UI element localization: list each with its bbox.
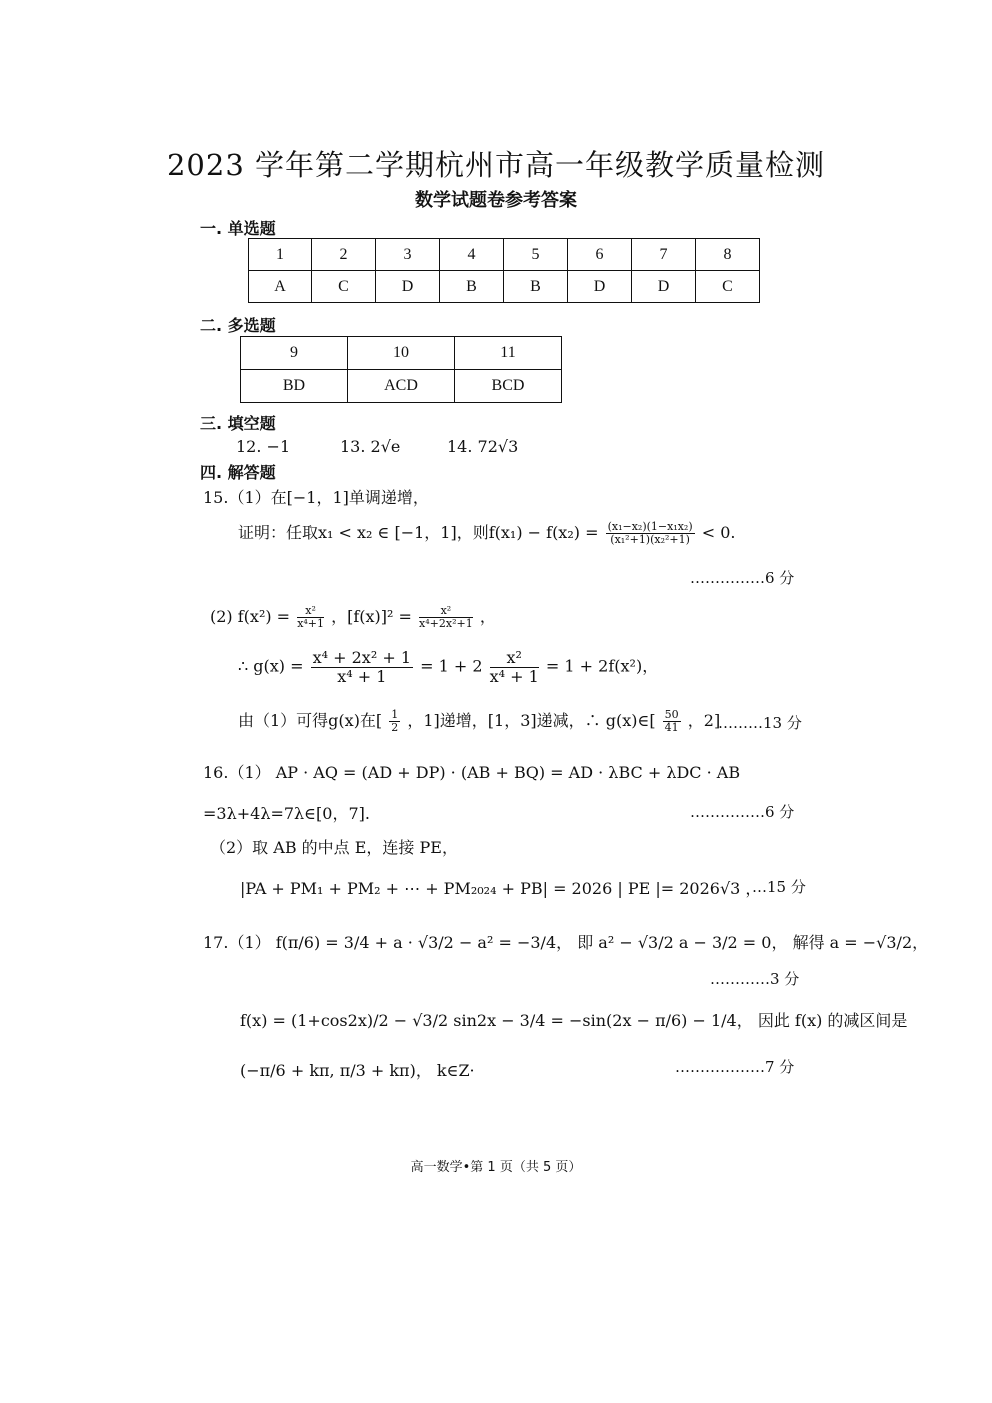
q15-proof-suffix: < 0. xyxy=(701,523,736,542)
q15-g-end: = 1 + 2f(x²)， xyxy=(545,656,659,676)
fraction-numerator: (x₁−x₂)(1−x₁x₂) xyxy=(607,519,693,533)
fraction-denominator: x⁴+2x²+1 xyxy=(419,617,473,630)
q15-proof-prefix: 证明：任取x₁ < x₂ ∈ [−1，1]，则f(x₁) − f(x₂) = xyxy=(238,523,599,542)
section-heading-single-choice: 一. 单选题 xyxy=(200,219,276,238)
fraction-denominator: x⁴ + 1 xyxy=(337,666,387,686)
q17-part1-function: f(x) = (1+cos2x)/2 − √3/2 sin2x − 3/4 = −sin(2x − π/6) − 1/4， 因此 f(x) 的减区间是 xyxy=(240,1011,908,1030)
table-cell: 11 xyxy=(455,337,562,370)
table-cell: ACD xyxy=(348,370,455,403)
q17-points-2: ………………7 分 xyxy=(675,1058,795,1076)
q15-g-prefix: ∴ g(x) = xyxy=(238,656,304,676)
q15-part3-fraction-2 xyxy=(663,709,681,734)
q15-points-1: ……………6 分 xyxy=(690,569,795,587)
table-cell: 9 xyxy=(241,337,348,370)
fraction-denominator: 2 xyxy=(391,721,399,734)
fraction-denominator: (x₁²+1)(x₂²+1) xyxy=(610,533,690,546)
multi-choice-answer-table xyxy=(240,336,562,403)
table-cell: C xyxy=(312,271,376,303)
table-cell: B xyxy=(440,271,504,303)
table-cell: C xyxy=(696,271,760,303)
q15-part2-end: ， xyxy=(479,607,496,626)
q15-part2-prefix: (2) f(x²) = xyxy=(210,607,291,626)
q15-part3 xyxy=(238,708,720,734)
q16-points-1: ……………6 分 xyxy=(690,803,795,821)
q15-points-2: ………13 分 xyxy=(718,714,802,732)
q15-g-formula xyxy=(238,649,658,685)
q15-g-mid: = 1 + 2 xyxy=(420,656,483,676)
q17-part1-interval: (−π/6 + kπ, π/3 + kπ)， k∈Z· xyxy=(240,1061,475,1080)
table-cell: D xyxy=(632,271,696,303)
q16-part1: 16.（1） AP · AQ = (AD + DP) · (AB + BQ) = AD · λBC + λDC · AB xyxy=(203,763,741,782)
q16-points-2: …15 分 xyxy=(752,878,806,896)
q15-part3-prefix: 由（1）可得g(x)在[ xyxy=(238,711,383,730)
section-heading-solutions: 四. 解答题 xyxy=(200,463,276,482)
q17-points-1: …………3 分 xyxy=(710,970,800,988)
single-choice-answer-table xyxy=(248,238,760,303)
table-cell: 1 xyxy=(249,239,312,271)
q16-part2: （2）取 AB 的中点 E，连接 PE， xyxy=(210,838,458,857)
section-heading-fill-blank: 三. 填空题 xyxy=(200,414,276,433)
q16-part1-result: =3λ+4λ=7λ∈[0，7]. xyxy=(203,804,370,823)
q15-part3-fraction-1 xyxy=(389,709,400,734)
table-cell: 7 xyxy=(632,239,696,271)
q15-proof-fraction xyxy=(606,521,695,546)
page-title: 2023 学年第二学期杭州市高一年级教学质量检测 xyxy=(166,148,826,182)
table-cell: 3 xyxy=(376,239,440,271)
table-cell: A xyxy=(249,271,312,303)
table-cell: 6 xyxy=(568,239,632,271)
table-cell: BD xyxy=(241,370,348,403)
fraction-numerator: x⁴ + 2x² + 1 xyxy=(312,648,411,667)
fill-blank-answer-12: 12. −1 xyxy=(236,437,291,456)
q15-part2 xyxy=(210,604,496,630)
fraction-numerator: 50 xyxy=(664,707,679,721)
q17-part1: 17.（1） f(π/6) = 3/4 + a · √3/2 − a² = −3/4， 即 a² − √3/2 a − 3/2 = 0， 解得 a = −√3/2， xyxy=(203,933,929,952)
page-footer: 高一数学•第 1 页（共 5 页） xyxy=(410,1160,582,1175)
q15-part3-mid: ，1]递增，[1，3]递减，∴ g(x)∈[ xyxy=(407,711,656,730)
q15-g-fraction-1 xyxy=(311,649,413,685)
q15-part2-fraction-2 xyxy=(419,605,473,630)
q15-part1: 15.（1）在[−1，1]单调递增， xyxy=(203,488,429,507)
q15-proof xyxy=(238,520,736,546)
table-cell: 4 xyxy=(440,239,504,271)
fraction-numerator: x² xyxy=(297,605,324,618)
table-cell: 5 xyxy=(504,239,568,271)
table-cell: D xyxy=(568,271,632,303)
q16-part2-formula: |PA + PM₁ + PM₂ + ⋯ + PM₂₀₂₄ + PB| = 2026 | PE |= 2026√3 ， xyxy=(240,879,762,898)
fraction-numerator: x² xyxy=(419,605,473,618)
q15-g-fraction-2 xyxy=(490,649,539,685)
fraction-numerator: x² xyxy=(490,649,539,668)
fill-blank-answer-14: 14. 72√3 xyxy=(447,437,519,456)
fraction-denominator: x⁴ + 1 xyxy=(489,666,539,686)
table-cell: D xyxy=(376,271,440,303)
table-cell: 8 xyxy=(696,239,760,271)
q15-part2-mid: ，[f(x)]² = xyxy=(331,607,412,626)
fill-blank-answer-13: 13. 2√e xyxy=(340,437,401,456)
fraction-numerator: 1 xyxy=(391,707,399,721)
table-cell: 10 xyxy=(348,337,455,370)
table-cell: 2 xyxy=(312,239,376,271)
page-subtitle: 数学试题卷参考答案 xyxy=(415,190,577,211)
section-heading-multi-choice: 二. 多选题 xyxy=(200,316,276,335)
table-cell: BCD xyxy=(455,370,562,403)
q15-part3-end: ，2] xyxy=(687,711,721,730)
q15-part2-fraction-1 xyxy=(297,605,324,630)
table-cell: B xyxy=(504,271,568,303)
fraction-denominator: x⁴+1 xyxy=(297,617,325,630)
fraction-denominator: 41 xyxy=(664,721,679,734)
